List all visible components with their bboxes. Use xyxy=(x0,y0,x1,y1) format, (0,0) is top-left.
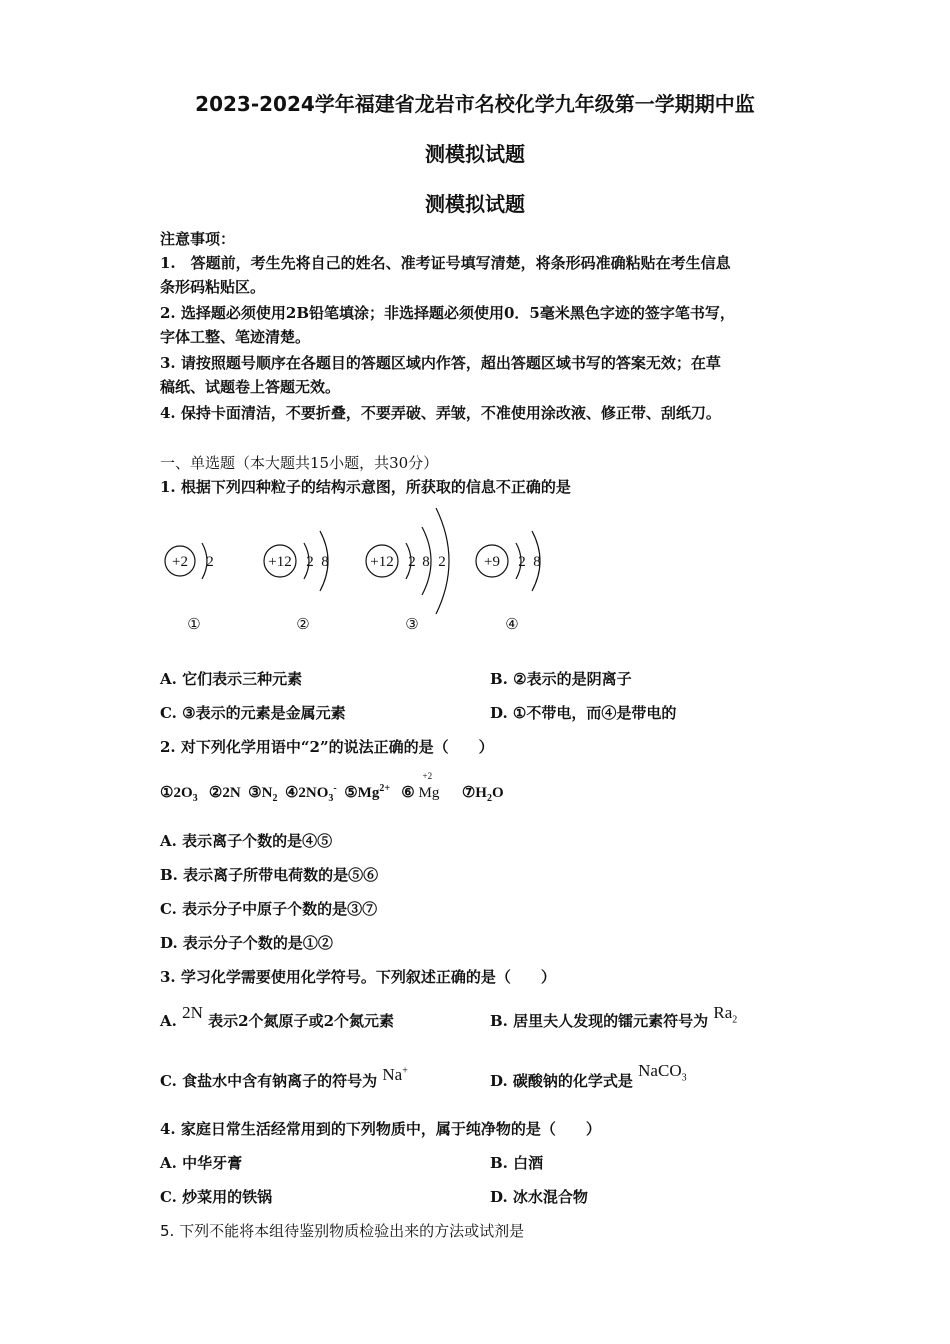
diagram2-shell2-count: 8 xyxy=(321,554,329,570)
q3-option-a: A. 2N 表示2个氮原子或2个氮元素 xyxy=(160,1003,395,1030)
q2-option-b: B. 表示离子所带电荷数的是⑤⑥ xyxy=(160,866,379,884)
diagram3-shell1-count: 2 xyxy=(408,554,416,570)
diagram3-nucleus-label: +12 xyxy=(370,554,394,570)
q4-option-a: A. 中华牙膏 xyxy=(160,1154,243,1172)
q1-option-a: A. 它们表示三种元素 xyxy=(160,670,303,688)
q4-option-d: D. 冰水混合物 xyxy=(490,1188,588,1206)
notice-item2a: 2. 选择题必须使用2B铅笔填涂；非选择题必须使用0．5毫米黑色字迹的签字笔书写， xyxy=(160,304,735,322)
q3-option-b: B. 居里夫人发现的镭元素符号为 $Ra_2$ xyxy=(490,1003,738,1030)
diagram2-label: ② xyxy=(296,617,310,633)
q2-option-d: D. 表示分子个数的是①② xyxy=(160,934,333,952)
exam-title-line2: 测模拟试题 xyxy=(425,142,525,166)
q2-formula-list xyxy=(160,771,504,804)
notice-item2b: 字体工整、笔迹清楚。 xyxy=(160,328,311,346)
q3-stem: 3. 学习化学需要使用化学符号。下列叙述正确的是（ ） xyxy=(160,968,556,986)
diagram3-shell2-count: 8 xyxy=(422,554,430,570)
notice-item4: 4. 保持卡面清洁，不要折叠，不要弄破、弄皱，不准使用涂改液、修正带、刮纸刀。 xyxy=(160,404,721,422)
q2-formula-5: $⑤Mg^{2+}$ xyxy=(344,783,391,801)
q1-option-d: D. ①不带电，而④是带电的 xyxy=(490,704,677,722)
diagram4-shell2-count: 8 xyxy=(533,554,541,570)
atomic-structure-diagrams xyxy=(150,500,570,640)
section-heading: 一、单选题（本大题共15小题，共30分） xyxy=(160,454,439,472)
diagram4-label: ④ xyxy=(505,617,519,633)
diagram3-shell3-count: 2 xyxy=(438,554,446,570)
q2-stem: 2. 对下列化学用语中“2”的说法正确的是（ ） xyxy=(160,738,494,756)
q1-option-b: B. ②表示的是阴离子 xyxy=(490,670,632,688)
notice-heading: 注意事项： xyxy=(160,230,236,248)
diagram1-nucleus-label: +2 xyxy=(172,554,188,570)
q2-option-a: A. 表示离子个数的是④⑤ xyxy=(160,832,333,850)
diagram2-shell1-count: 2 xyxy=(306,554,314,570)
q2-formula-6: ⑥ +2 Mg xyxy=(401,771,440,801)
q2-formula-4: $④2NO_3^-$ xyxy=(284,783,337,804)
diagram1-shell1-count: 2 xyxy=(206,554,214,570)
exam-title-line3: 测模拟试题 xyxy=(425,192,525,216)
diagram2-nucleus-label: +12 xyxy=(268,554,292,570)
q2-option-c: C. 表示分子中原子个数的是③⑦ xyxy=(160,900,378,918)
q1-stem: 1. 根据下列四种粒子的结构示意图，所获取的信息不正确的是 xyxy=(160,478,571,496)
q1-option-c: C. ③表示的元素是金属元素 xyxy=(160,704,346,722)
diagram1-label: ① xyxy=(187,617,201,633)
diagram4-shell1-count: 2 xyxy=(518,554,526,570)
q2-formula-7: $⑦H_2O$ xyxy=(461,785,504,804)
notice-item1a: 1. 答题前，考生先将自己的姓名、准考证号填写清楚，将条形码准确粘贴在考生信息 xyxy=(160,254,731,272)
notice-item3a: 3. 请按照题号顺序在各题目的答题区域内作答，超出答题区域书写的答案无效；在草 xyxy=(160,354,721,372)
q3-option-d: D. 碳酸钠的化学式是 NaCO$_3$ xyxy=(490,1061,687,1090)
notice-item3b: 稿纸、试题卷上答题无效。 xyxy=(160,378,341,396)
q2-formula-2: ②2N xyxy=(208,785,241,801)
q4-option-c: C. 炒菜用的铁锅 xyxy=(160,1188,273,1206)
diagram4-nucleus-label: +9 xyxy=(484,554,500,570)
exam-title-line1: 2023-2024学年福建省龙岩市名校化学九年级第一学期期中监 xyxy=(195,92,755,116)
q3-option-c: C. 食盐水中含有钠离子的符号为 Na+ xyxy=(160,1065,408,1090)
q4-stem: 4. 家庭日常生活经常用到的下列物质中，属于纯净物的是（ ） xyxy=(160,1120,601,1138)
q2-formula-3: $③N_2$ xyxy=(248,785,278,804)
q2-formula-1: $①2O_3$ xyxy=(160,785,198,804)
diagram3-label: ③ xyxy=(405,617,419,633)
notice-item1b: 条形码粘贴区。 xyxy=(160,278,266,296)
q5-stem: 5. 下列不能将本组待鉴别物质检验出来的方法或试剂是 xyxy=(160,1222,525,1240)
q4-option-b: B. 白酒 xyxy=(490,1154,544,1172)
